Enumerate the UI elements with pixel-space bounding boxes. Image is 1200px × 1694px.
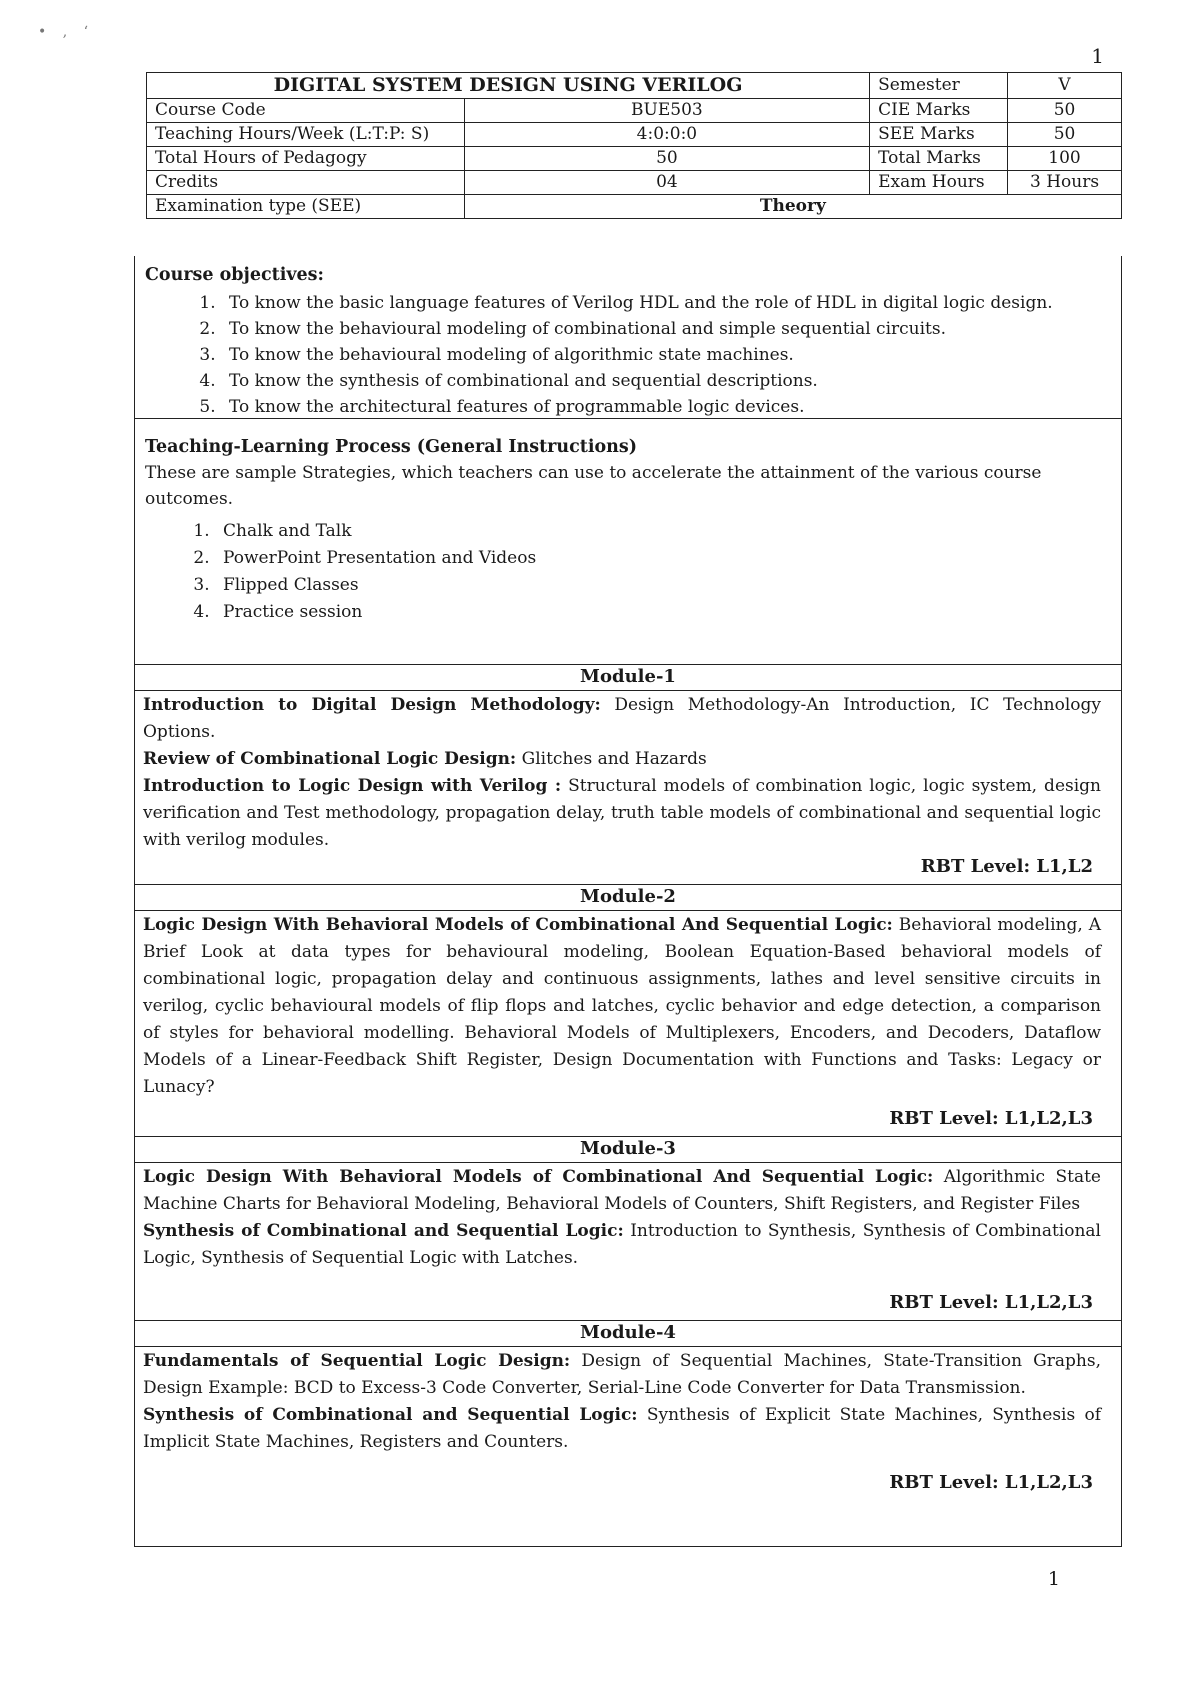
teaching-item: 1. Chalk and Talk — [215, 518, 1107, 545]
objective-item: 1. To know the basic language features of Verilog HDL and the role of HDL in digital logic design. — [221, 290, 1107, 316]
cie-marks-value: 50 — [1008, 99, 1122, 123]
module-2-text-1: Behavioral modeling, A Brief Look at data types for behavioural modeling, Boolean Equation-Based behavioral models of combinational logic, propagation delay and continuous assignments, lathes and level sensitive circuits in verilog, cyclic behavioural models of flip flops and latches, cyclic behavior and edge detection, a comparison of styles for behavioral modelling. Behavioral Models of Multiplexers, Encoders, and Decoders, Dataflow Models of a Linear-Feedback Shift Register, Design Documentation with Functions and Tasks: Legacy or Lunacy? — [143, 915, 1102, 1097]
divider — [135, 418, 1121, 419]
credits-value: 04 — [464, 171, 869, 195]
divider — [135, 1346, 1121, 1347]
module-4-text-1: Design of Sequential Machines, State-Transition Graphs, Design Example: BCD to Excess-3 Code Converter, Serial-Line Code Converter for Data Transmission. — [143, 1351, 1101, 1398]
module-4-text-2: Synthesis of Explicit State Machines, Synthesis of Implicit State Machines, Registers and Counters. — [143, 1405, 1101, 1452]
course-objectives — [145, 262, 1107, 420]
course-code-label: Course Code — [147, 99, 465, 123]
teaching-intro: These are sample Strategies, which teachers can use to accelerate the attainment of the various course outcomes. — [145, 463, 1042, 509]
course-header-table — [146, 72, 1122, 219]
exam-type-label: Examination type (SEE) — [147, 195, 465, 219]
module-1-topic-1: Introduction to Digital Design Methodology: — [143, 695, 601, 715]
see-marks-value: 50 — [1008, 123, 1122, 147]
module-1-text-2: Glitches and Hazards — [516, 749, 707, 769]
page-number-top: 1 — [1091, 44, 1104, 68]
divider — [135, 910, 1121, 911]
module-4-rbt-level: RBT Level: L1,L2,L3 — [889, 1472, 1093, 1493]
module-2-title: Module-2 — [580, 886, 676, 907]
module-3-text-2: Introduction to Synthesis, Synthesis of Combinational Logic, Synthesis of Sequential Logic with Latches. — [143, 1221, 1101, 1268]
semester-label: Semester — [870, 73, 1008, 99]
module-4-topic-1: Fundamentals of Sequential Logic Design: — [143, 1351, 571, 1371]
cie-marks-label: CIE Marks — [870, 99, 1008, 123]
module-3-rbt-level: RBT Level: L1,L2,L3 — [889, 1292, 1093, 1313]
module-4-topic-2: Synthesis of Combinational and Sequential Logic: — [143, 1405, 638, 1425]
teaching-hours-label: Teaching Hours/Week (L:T:P: S) — [147, 123, 465, 147]
module-4-title: Module-4 — [580, 1322, 676, 1343]
teaching-list — [145, 518, 1107, 626]
objectives-list — [145, 290, 1107, 420]
divider — [135, 884, 1121, 885]
course-code-value: BUE503 — [464, 99, 869, 123]
module-1-topic-3: Introduction to Logic Design with Verilog : — [143, 776, 562, 796]
objective-item: 4. To know the synthesis of combinational and sequential descriptions. — [221, 368, 1107, 394]
divider — [135, 690, 1121, 691]
objective-item: 5. To know the architectural features of programmable logic devices. — [221, 394, 1107, 420]
exam-hours-value: 3 Hours — [1008, 171, 1122, 195]
exam-type-value: Theory — [464, 195, 1121, 219]
page-number-bottom: 1 — [1047, 1568, 1060, 1590]
objective-item: 2. To know the behavioural modeling of combinational and simple sequential circuits. — [221, 316, 1107, 342]
module-1-title: Module-1 — [580, 666, 676, 687]
pedagogy-hours-value: 50 — [464, 147, 869, 171]
module-3-topic-2: Synthesis of Combinational and Sequential Logic: — [143, 1221, 624, 1241]
teaching-hours-value: 4:0:0:0 — [464, 123, 869, 147]
teaching-item: 2. PowerPoint Presentation and Videos — [215, 545, 1107, 572]
teaching-heading: Teaching-Learning Process (General Instructions) — [145, 437, 638, 457]
syllabus-frame — [134, 256, 1122, 1547]
module-1-text-3: Structural models of combination logic, logic system, design verification and Test methodology, propagation delay, truth table models of combinational and sequential logic with verilog modules. — [143, 776, 1101, 850]
module-2-body — [143, 912, 1101, 1101]
module-2-rbt-level: RBT Level: L1,L2,L3 — [889, 1108, 1093, 1129]
teaching-item: 4. Practice session — [215, 599, 1107, 626]
module-4-body — [143, 1348, 1101, 1456]
module-1-rbt-level: RBT Level: L1,L2 — [920, 856, 1093, 877]
module-1-body — [143, 692, 1101, 854]
module-3-title: Module-3 — [580, 1138, 676, 1159]
semester-value: V — [1008, 73, 1122, 99]
credits-label: Credits — [147, 171, 465, 195]
module-1-topic-2: Review of Combinational Logic Design: — [143, 749, 517, 769]
teaching-learning-process — [145, 434, 1107, 626]
teaching-item: 3. Flipped Classes — [215, 572, 1107, 599]
module-3-topic-1: Logic Design With Behavioral Models of Combinational And Sequential Logic: — [143, 1167, 934, 1187]
divider — [135, 664, 1121, 665]
module-1-text-1: Design Methodology-An Introduction, IC Technology Options. — [143, 695, 1102, 742]
divider — [135, 1136, 1121, 1137]
divider — [135, 1162, 1121, 1163]
total-marks-label: Total Marks — [870, 147, 1008, 171]
objective-item: 3. To know the behavioural modeling of algorithmic state machines. — [221, 342, 1107, 368]
exam-hours-label: Exam Hours — [870, 171, 1008, 195]
module-2-topic-1: Logic Design With Behavioral Models of Combinational And Sequential Logic: — [143, 915, 893, 935]
module-3-text-1: Algorithmic State Machine Charts for Behavioral Modeling, Behavioral Models of Counters, Shift Registers, and Register Files — [143, 1167, 1101, 1214]
total-marks-value: 100 — [1008, 147, 1122, 171]
course-title: DIGITAL SYSTEM DESIGN USING VERILOG — [147, 73, 870, 99]
scan-marks: • , ‘ — [38, 24, 95, 40]
pedagogy-hours-label: Total Hours of Pedagogy — [147, 147, 465, 171]
divider — [135, 1320, 1121, 1321]
objectives-heading: Course objectives: — [145, 265, 324, 285]
see-marks-label: SEE Marks — [870, 123, 1008, 147]
module-3-body — [143, 1164, 1101, 1272]
